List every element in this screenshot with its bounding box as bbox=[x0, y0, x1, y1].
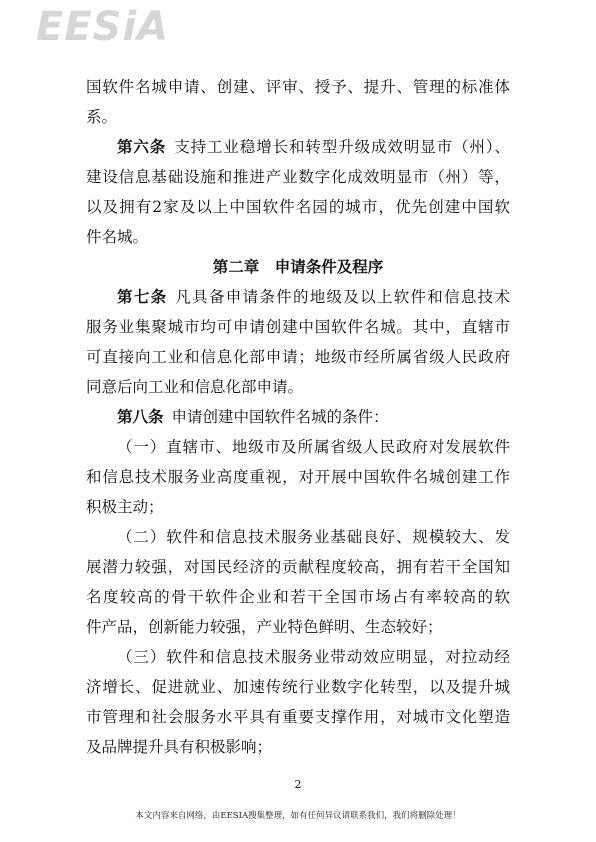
text-line: 名度较高的骨干软件企业和若干全国市场占有率较高的软 bbox=[86, 588, 510, 606]
text-line: 同意后向工业和信息化部申请。 bbox=[86, 378, 304, 396]
text-line: 济增长、促进就业、加速传统行业数字化转型，以及提升城 bbox=[86, 678, 510, 696]
item-1-line: （一）直辖市、地级市及所属省级人民政府对发展软件 bbox=[117, 438, 510, 456]
text-line: 展潜力较强，对国民经济的贡献程度较高，拥有若干全国知 bbox=[86, 558, 510, 576]
text-line: 建设信息基础设施和推进产业数字化成效明显市（州）等， bbox=[86, 168, 510, 186]
text-line: 以及拥有2家及以上中国软件名园的城市，优先创建中国软 bbox=[86, 198, 510, 216]
item-2-line: （二）软件和信息技术服务业基础良好、规模较大、发 bbox=[117, 528, 510, 546]
text-line: 及品牌提升具有积极影响； bbox=[86, 738, 273, 756]
article-7-line bbox=[86, 282, 510, 312]
eesia-logo: EESiA bbox=[36, 4, 170, 50]
text-line: 件名城。 bbox=[86, 228, 149, 246]
text-line: 系。 bbox=[86, 108, 118, 126]
article-8-text: 申请创建中国软件名城的条件： bbox=[171, 408, 389, 426]
document-body bbox=[86, 72, 510, 762]
article-6-label: 第六条 bbox=[117, 138, 167, 156]
article-6-text: 支持工业稳增长和转型升级成效明显市（州）、 bbox=[174, 138, 510, 156]
text-line: 可直接向工业和信息化部申请；地级市经所属省级人民政府 bbox=[86, 348, 510, 366]
text-line: 服务业集聚城市均可申请创建中国软件名城。其中，直辖市 bbox=[86, 318, 510, 336]
article-6-line bbox=[86, 132, 510, 162]
text-line: 市管理和社会服务水平具有重要支撑作用，对城市文化塑造 bbox=[86, 708, 510, 726]
text-line: 件产品，创新能力较强，产业特色鲜明、生态较好； bbox=[86, 618, 443, 636]
article-8-label: 第八条 bbox=[117, 408, 164, 426]
article-7-text: 凡具备申请条件的地级及以上软件和信息技术 bbox=[175, 288, 510, 306]
article-7-label: 第七条 bbox=[117, 288, 168, 306]
text-line: 国软件名城申请、创建、评审、授予、提升、管理的标准体 bbox=[86, 78, 510, 96]
article-8-line bbox=[86, 402, 510, 432]
page-number: 2 bbox=[294, 778, 302, 791]
text-line: 积极主动； bbox=[86, 498, 164, 516]
footer-disclaimer: 本文内容来自网络，由EESIA搜集整理，如有任何异议请联系我们，我们将删除处理！ bbox=[135, 811, 461, 821]
text-line: 和信息技术服务业高度重视，对开展中国软件名城创建工作 bbox=[86, 468, 510, 486]
item-3-line: （三）软件和信息技术服务业带动效应明显，对拉动经 bbox=[117, 648, 510, 666]
chapter-title: 第二章 申请条件及程序 bbox=[212, 257, 384, 276]
